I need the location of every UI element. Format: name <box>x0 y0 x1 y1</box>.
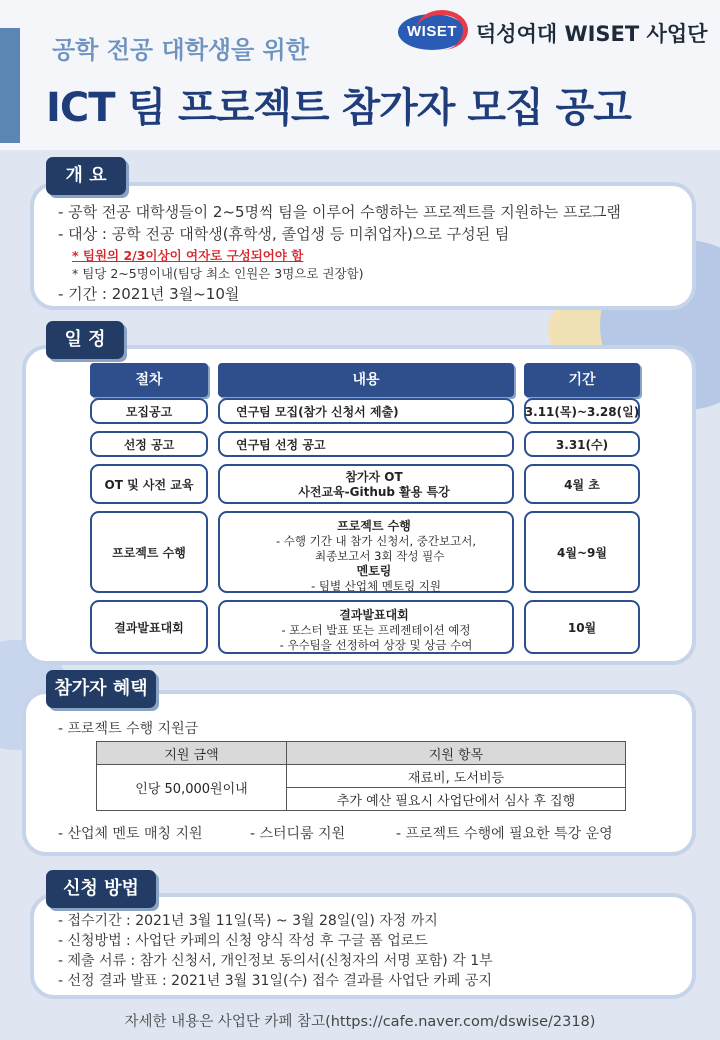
schedule-content-4-sub-2: 최종보고서 3회 작성 필수 <box>307 549 445 563</box>
benefits-support-label: - 프로젝트 수행 지원금 <box>58 721 199 737</box>
schedule-content-1: 연구팀 모집(참가 신청서 제출) <box>218 398 514 424</box>
org-name: 덕성여대 WISET 사업단 <box>476 22 708 46</box>
schedule-content-3 <box>218 464 514 504</box>
footer-note: 자세한 내용은 사업단 카페 참고(https://cafe.naver.com/dswise/2318) <box>124 1014 596 1030</box>
accent-bar <box>0 28 20 143</box>
schedule-header-content: 내용 <box>218 363 514 397</box>
benefits-extra-3: - 프로젝트 수행에 필요한 특강 운영 <box>396 826 613 842</box>
overview-note: * 팀당 2~5명이내(팀당 최소 인원은 3명으로 권장함) <box>72 266 364 281</box>
schedule-period-5: 10월 <box>524 600 640 654</box>
schedule-content-5-sub-1: - 포스터 발표 또는 프레젠테이션 예정 <box>281 623 471 637</box>
schedule-content-5 <box>218 600 514 654</box>
apply-heading: 신청 방법 <box>46 870 156 908</box>
schedule-content-3-line-1: 참가자 OT <box>345 470 403 484</box>
apply-line-2: - 신청방법 : 사업단 카페의 신청 양식 작성 후 구글 폼 업로드 <box>58 933 428 949</box>
schedule-content-4-sub-3: - 팀별 산업체 멘토링 지원 <box>311 579 441 593</box>
overview-line-1: - 공학 전공 대학생들이 2~5명씩 팀을 이루어 수행하는 프로젝트를 지원하는 프로그램 <box>58 203 621 221</box>
benefits-extra-2: - 스터디룸 지원 <box>250 826 346 842</box>
schedule-header-period: 기간 <box>524 363 640 397</box>
schedule-content-4 <box>218 511 514 593</box>
schedule-step-1: 모집공고 <box>90 398 208 424</box>
schedule-content-3-line-2: 사전교육-Github 활용 특강 <box>298 485 450 499</box>
wiset-logo: WISET <box>398 12 468 52</box>
benefits-extra-1: - 산업체 멘토 매칭 지원 <box>58 826 203 842</box>
schedule-period-2: 3.31(수) <box>524 431 640 457</box>
benefits-item-1: 재료비, 도서비등 <box>287 765 626 788</box>
schedule-step-4: 프로젝트 수행 <box>90 511 208 593</box>
schedule-heading: 일 정 <box>46 321 124 359</box>
page-title: ICT 팀 프로젝트 참가자 모집 공고 <box>46 85 631 131</box>
schedule-header-step: 절차 <box>90 363 208 397</box>
schedule-period-3: 4월 초 <box>524 464 640 504</box>
schedule-content-5-title: 결과발표대회 <box>339 608 409 622</box>
apply-line-3: - 제출 서류 : 참가 신청서, 개인정보 동의서(신청자의 서명 포함) 각 1부 <box>58 953 493 969</box>
overview-note-red: * 팀원의 2/3이상이 여자로 구성되어야 함 <box>72 248 304 263</box>
schedule-step-3: OT 및 사전 교육 <box>90 464 208 504</box>
benefits-item-2: 추가 예산 필요시 사업단에서 심사 후 집행 <box>287 788 626 811</box>
overview-heading: 개 요 <box>46 157 126 195</box>
overview-line-2: - 대상 : 공학 전공 대학생(휴학생, 졸업생 등 미취업자)으로 구성된 팀 <box>58 225 510 243</box>
schedule-content-2: 연구팀 선정 공고 <box>218 431 514 457</box>
benefits-table-header-items: 지원 항목 <box>287 742 626 765</box>
schedule-period-4: 4월~9월 <box>524 511 640 593</box>
schedule-content-4-title: 프로젝트 수행 <box>337 519 411 533</box>
schedule-step-5: 결과발표대회 <box>90 600 208 654</box>
overview-period: - 기간 : 2021년 3월~10월 <box>58 285 240 303</box>
schedule-content-4-sub-1: - 수행 기간 내 참가 신청서, 중간보고서, <box>275 534 477 548</box>
benefits-heading: 참가자 혜택 <box>46 670 156 708</box>
schedule-step-2: 선정 공고 <box>90 431 208 457</box>
schedule-period-1: 3.11(목)~3.28(일) <box>524 398 640 424</box>
apply-line-4: - 선정 결과 발표 : 2021년 3월 31일(수) 접수 결과를 사업단 카페 공지 <box>58 973 492 989</box>
schedule-content-5-sub-2: - 우수팀을 선정하여 상장 및 상금 수여 <box>279 638 473 652</box>
benefits-amount: 인당 50,000원이내 <box>97 765 287 811</box>
schedule-content-4-title2: 멘토링 <box>356 564 392 578</box>
benefits-table-header-amount: 지원 금액 <box>97 742 287 765</box>
subtitle: 공학 전공 대학생을 위한 <box>52 36 309 64</box>
apply-line-1: - 접수기간 : 2021년 3월 11일(목) ~ 3월 28일(일) 자정 까지 <box>58 913 438 929</box>
benefits-table <box>96 741 626 811</box>
